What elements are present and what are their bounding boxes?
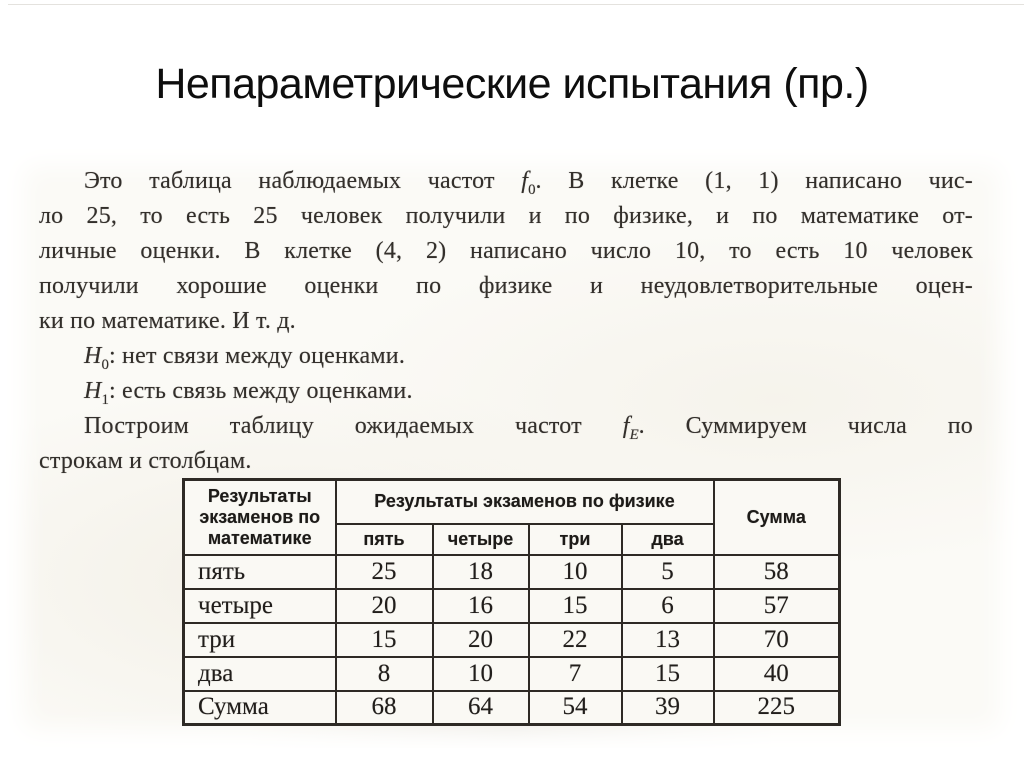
text-segment: : нет связи между оценками. [108, 343, 406, 369]
column-header-four: четыре [433, 524, 529, 555]
slide-title: Непараметрические испытания (пр.) [155, 60, 869, 108]
text-line-4: получили хорошие оценки по физике и неудовлетворительные оцен- [39, 273, 973, 299]
hypothesis-h1-line [39, 374, 973, 409]
h0-subscript: 0 [101, 356, 109, 373]
value-cell: 22 [529, 623, 622, 657]
body-text [39, 164, 973, 479]
sum-column-header: Сумма [714, 480, 840, 555]
h0-symbol: H [84, 343, 102, 369]
hypothesis-h0-line [39, 339, 973, 374]
table-row-two [184, 657, 840, 691]
table-header-row-1 [184, 480, 840, 524]
row-sum-cell: 40 [714, 657, 840, 691]
h1-subscript: 1 [101, 391, 109, 408]
f-observed-subscript: 0 [528, 181, 536, 198]
table-row-sum [184, 691, 840, 725]
scanned-book-page [6, 148, 1018, 748]
text-segment: Это таблица наблюдаемых частот [84, 168, 522, 194]
text-line-8 [39, 409, 973, 444]
value-cell: 16 [433, 589, 529, 623]
value-cell: 20 [336, 589, 433, 623]
value-cell: 13 [622, 623, 714, 657]
group-header-physics: Результаты экзаменов по физике [336, 480, 714, 524]
table-row-three [184, 623, 840, 657]
column-header-five: пять [336, 524, 433, 555]
value-cell: 8 [336, 657, 433, 691]
column-header-two: два [622, 524, 714, 555]
column-header-three: три [529, 524, 622, 555]
value-cell: 68 [336, 691, 433, 725]
f-expected-subscript: E [629, 426, 639, 443]
value-cell: 10 [529, 555, 622, 589]
value-cell: 15 [622, 657, 714, 691]
row-sum-cell: 70 [714, 623, 840, 657]
corner-header-math: Результаты экзаменов по математике [184, 480, 336, 555]
value-cell: 54 [529, 691, 622, 725]
row-sum-cell: 58 [714, 555, 840, 589]
text-line-3: личные оценки. В клетке (4, 2) написано число 10, то есть 10 человек [39, 238, 973, 264]
text-line-2: ло 25, то есть 25 человек получили и по физике, и по математике от- [39, 203, 973, 229]
text-segment: : есть связь между оценками. [108, 378, 413, 404]
text-segment: Построим таблицу ожидаемых частот [84, 413, 623, 439]
value-cell: 39 [622, 691, 714, 725]
value-cell: 64 [433, 691, 529, 725]
value-cell: 15 [529, 589, 622, 623]
slide-top-edge [8, 4, 1024, 5]
value-cell: 5 [622, 555, 714, 589]
value-cell: 18 [433, 555, 529, 589]
value-cell: 7 [529, 657, 622, 691]
value-cell: 15 [336, 623, 433, 657]
f-observed-symbol: f [521, 168, 529, 194]
row-sum-cell: 57 [714, 589, 840, 623]
text-segment: . В клетке (1, 1) написано чис- [535, 168, 973, 194]
text-line-1 [39, 164, 973, 199]
row-label: пять [184, 555, 336, 589]
value-cell: 10 [433, 657, 529, 691]
row-label: два [184, 657, 336, 691]
text-segment: . Суммируем числа по [638, 413, 974, 439]
h1-symbol: H [84, 378, 102, 404]
value-cell: 6 [622, 589, 714, 623]
text-line-9: строкам и столбцам. [39, 448, 252, 474]
text-line-5: ки по математике. И т. д. [39, 308, 296, 334]
row-label: четыре [184, 589, 336, 623]
observed-frequency-table [182, 478, 841, 726]
row-label: Сумма [184, 691, 336, 725]
table-row-five [184, 555, 840, 589]
f-expected-symbol: f [622, 413, 630, 439]
table-row-four [184, 589, 840, 623]
value-cell: 25 [336, 555, 433, 589]
grand-total-cell: 225 [714, 691, 840, 725]
row-label: три [184, 623, 336, 657]
value-cell: 20 [433, 623, 529, 657]
